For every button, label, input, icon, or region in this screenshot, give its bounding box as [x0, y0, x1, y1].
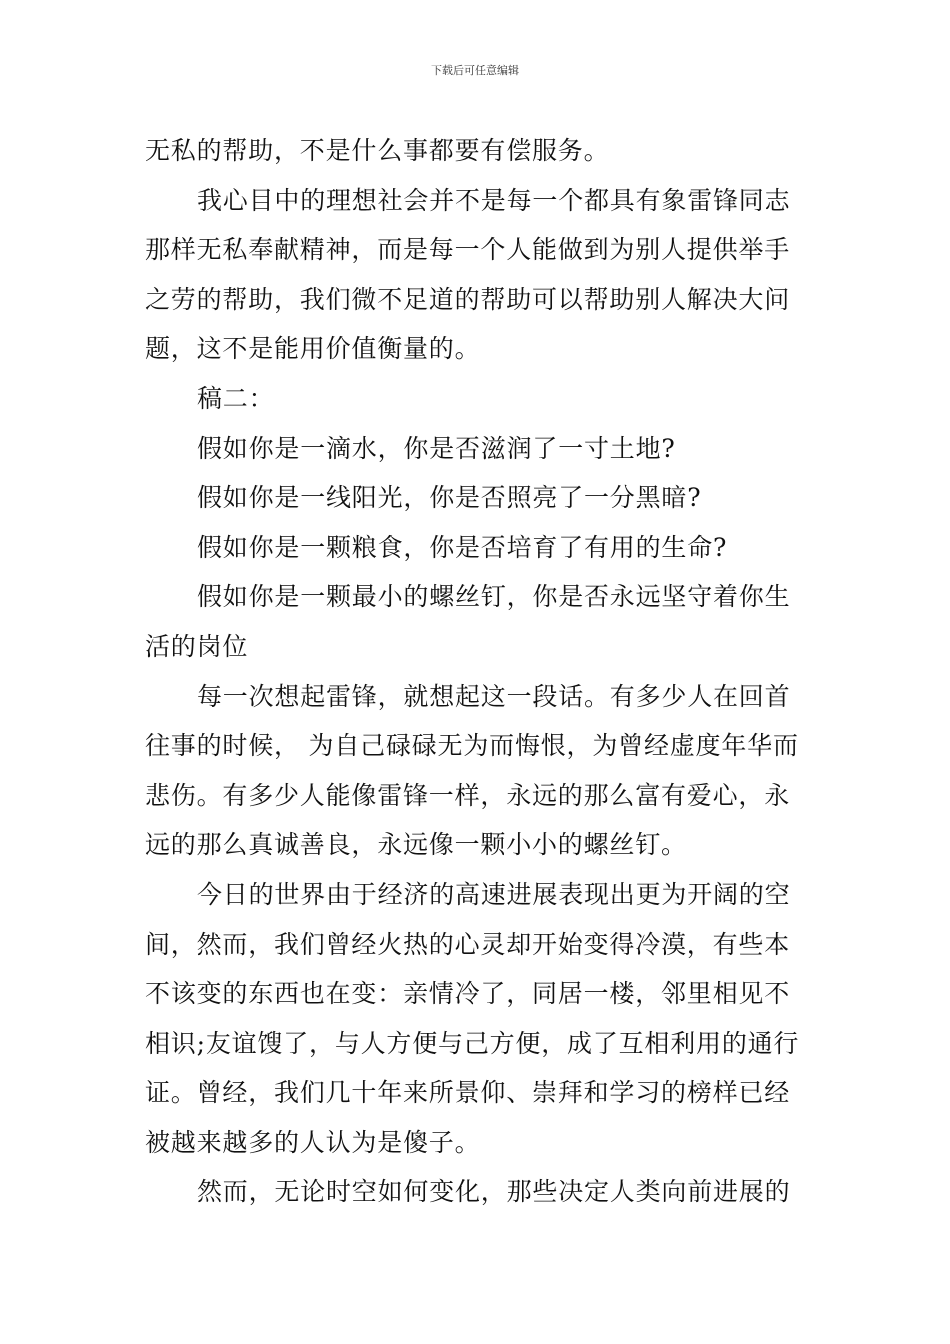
- text-line: 稿二：: [197, 383, 275, 413]
- text-line: 被越来越多的人认为是傻子。: [145, 1127, 481, 1157]
- document-body: [145, 126, 810, 1217]
- paragraph: [145, 523, 810, 573]
- text-line: 之劳的帮助，我们微不足道的帮助可以帮助别人解决大问: [145, 284, 791, 314]
- text-line: 不该变的东西也在变：亲情冷了，同居一楼，邻里相见不: [145, 979, 791, 1009]
- text-line: 无私的帮助，不是什么事都要有偿服务。: [145, 136, 610, 165]
- paragraph: [145, 672, 810, 870]
- text-line: 远的那么真诚善良，永远像一颗小小的螺丝钉。: [145, 830, 687, 860]
- text-line: 每一次想起雷锋，就想起这一段话。有多少人在回首: [197, 681, 791, 711]
- text-line: 题，这不是能用价值衡量的。: [145, 334, 481, 364]
- text-line: 假如你是一颗最小的螺丝钉，你是否永远坚守着你生: [197, 582, 791, 612]
- text-line: 然而，无论时空如何变化，那些决定人类向前进展的: [197, 1177, 791, 1207]
- section-heading: [145, 374, 810, 424]
- page-header: 下载后可任意编辑: [431, 64, 519, 77]
- paragraph: [145, 473, 810, 523]
- text-line: 悲伤。有多少人能像雷锋一样，永远的那么富有爱心，永: [145, 780, 791, 810]
- text-line: 间，然而，我们曾经火热的心灵却开始变得冷漠，有些本: [145, 929, 791, 959]
- text-line: 今日的世界由于经济的高速进展表现出更为开阔的空: [197, 879, 791, 909]
- paragraph: [145, 424, 810, 474]
- paragraph: [145, 870, 810, 1168]
- text-line: 我心目中的理想社会并不是每一个都具有象雷锋同志: [197, 185, 791, 215]
- paragraph: [145, 1167, 810, 1217]
- text-line: 假如你是一线阳光，你是否照亮了一分黑暗?: [197, 483, 702, 513]
- text-line: 假如你是一颗粮食，你是否培育了有用的生命?: [197, 532, 728, 562]
- text-line: 往事的时候， 为自己碌碌无为而悔恨，为曾经虚度年华而: [145, 731, 799, 761]
- text-line: 活的岗位: [145, 631, 249, 661]
- text-line: 那样无私奉献精神，而是每一个人能做到为别人提供举手: [145, 235, 791, 265]
- text-line: 假如你是一滴水，你是否滋润了一寸土地?: [197, 433, 676, 463]
- paragraph: [145, 572, 810, 671]
- text-line: 相识;友谊馊了，与人方便与己方便，成了互相利用的通行: [145, 1028, 800, 1058]
- text-line: 证。曾经，我们几十年来所景仰、崇拜和学习的榜样已经: [145, 1078, 791, 1108]
- paragraph: [145, 126, 810, 176]
- paragraph: [145, 176, 810, 374]
